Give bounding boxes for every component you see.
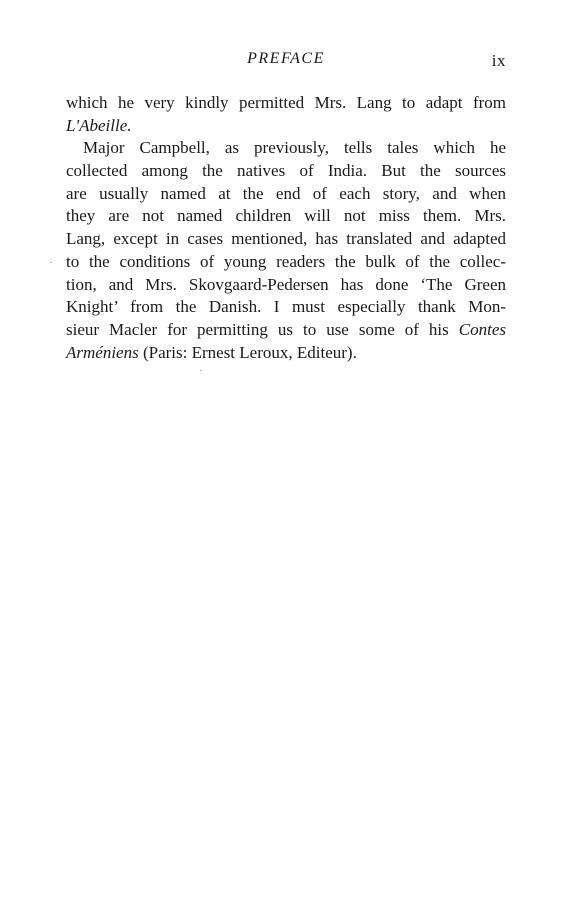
text-line xyxy=(66,251,506,274)
running-title: PREFACE xyxy=(247,50,325,67)
text-line xyxy=(66,160,506,183)
text-line xyxy=(66,296,506,319)
paper-speck xyxy=(200,370,202,371)
text-segment: Major Campbell, as previously, tells tales which he xyxy=(83,138,506,158)
text-line xyxy=(66,183,506,206)
text-segment: collected among the natives of India. But the sources xyxy=(66,161,506,181)
text-line xyxy=(66,274,506,297)
text-segment: which he very kindly permitted Mrs. Lang to adapt from xyxy=(66,93,506,112)
italic-text: L'Abeille. xyxy=(66,115,132,135)
text-segment: to the conditions of young readers the bulk of the collec- xyxy=(66,251,506,271)
text-line xyxy=(66,92,506,115)
italic-text: Arméniens xyxy=(66,342,139,362)
text-segment: are usually named at the end of each story, and when xyxy=(66,183,506,203)
paper-speck xyxy=(50,262,52,263)
page-number: ix xyxy=(491,51,506,70)
running-head xyxy=(66,50,506,72)
text-segment: (Paris: Ernest Leroux, Editeur). xyxy=(138,342,357,362)
text-segment: sieur Macler for permitting us to use some of his xyxy=(66,319,459,339)
text-line xyxy=(66,319,506,342)
text-line xyxy=(66,342,506,365)
text-line xyxy=(66,137,506,160)
text-segment: Lang, except in cases mentioned, has translated and adapted xyxy=(66,229,506,249)
text-line xyxy=(66,115,506,138)
italic-text: Contes xyxy=(458,319,506,339)
text-line xyxy=(66,228,506,251)
text-segment: Knight’ from the Danish. I must especially thank Mon- xyxy=(66,297,506,317)
preface-body-text xyxy=(66,92,506,364)
text-line xyxy=(66,205,506,228)
text-segment: tion, and Mrs. Skovgaard-Pedersen has done ‘The Green xyxy=(66,274,506,294)
text-segment: they are not named children will not miss them. Mrs. xyxy=(66,206,506,226)
